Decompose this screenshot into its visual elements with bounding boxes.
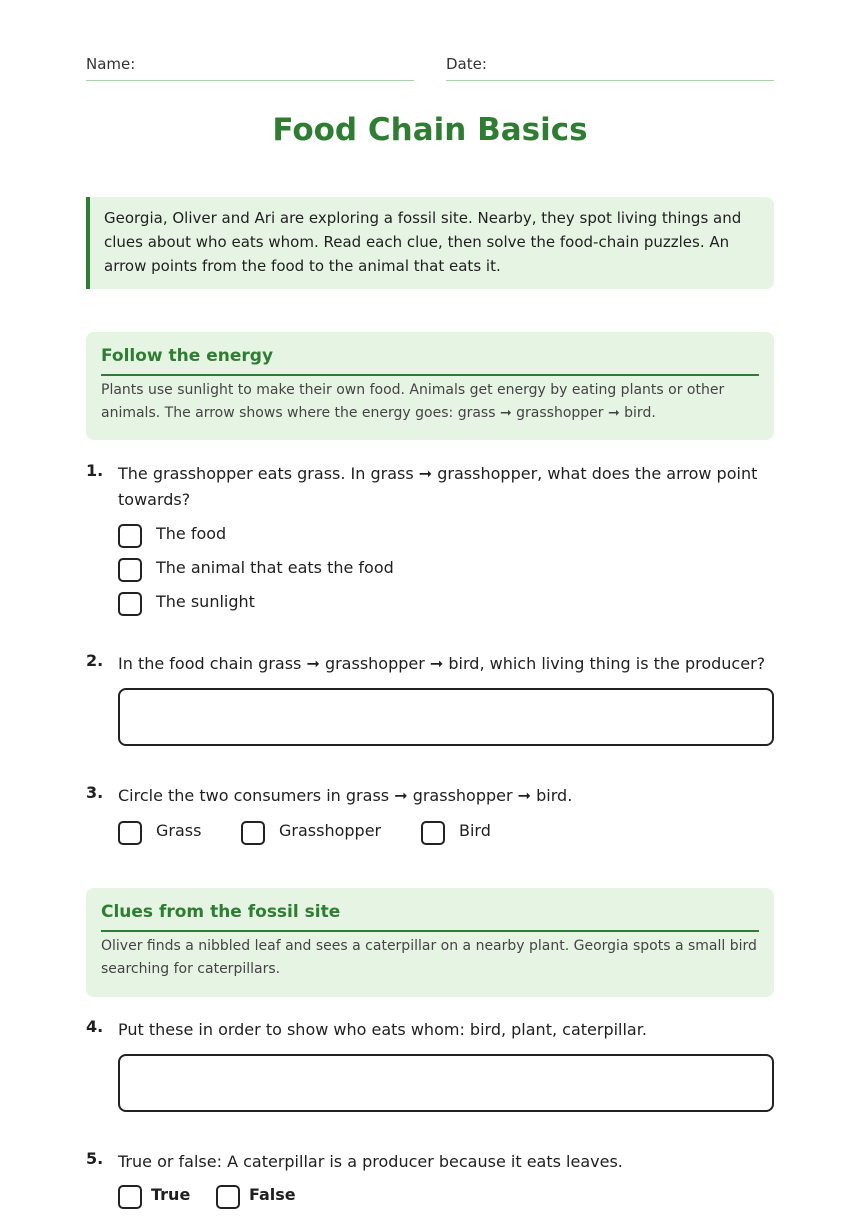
option-label: The food (156, 524, 227, 543)
checkbox[interactable] (118, 592, 142, 616)
date-field[interactable] (446, 54, 774, 81)
name-label: Name: (86, 55, 136, 73)
section-title: Clues from the fossil site (101, 888, 759, 932)
section-follow-the-energy (86, 332, 774, 440)
option-label: The animal that eats the food (156, 558, 394, 577)
question-text: Circle the two consumers in grass ➞ grasshopper ➞ bird. (118, 786, 573, 805)
checkbox[interactable] (118, 524, 142, 548)
page-title: Food Chain Basics (272, 112, 588, 148)
checkbox[interactable] (241, 821, 265, 845)
checkbox[interactable] (118, 1185, 142, 1209)
option-label: True (151, 1185, 191, 1204)
question-number: 3. (86, 783, 104, 802)
option-label: The sunlight (156, 592, 255, 611)
checkbox[interactable] (118, 821, 142, 845)
date-label: Date: (446, 55, 487, 73)
checkbox[interactable] (118, 558, 142, 582)
question-number: 1. (86, 461, 104, 480)
question-text: In the food chain grass ➞ grasshopper ➞ bird, which living thing is the producer? (118, 654, 766, 673)
name-field[interactable] (86, 54, 414, 81)
option-label: Grasshopper (279, 821, 382, 840)
header-fields (86, 54, 774, 80)
option-label: Grass (156, 821, 202, 840)
answer-box-q2[interactable] (118, 688, 774, 746)
checkbox[interactable] (216, 1185, 240, 1209)
question-number: 4. (86, 1017, 104, 1036)
option-label: False (249, 1185, 296, 1204)
question-text: True or false: A caterpillar is a producer because it eats leaves. (118, 1152, 623, 1171)
section-title: Follow the energy (101, 332, 759, 376)
answer-box-q4[interactable] (118, 1054, 774, 1112)
intro-panel: Georgia, Oliver and Ari are exploring a fossil site. Nearby, they spot living things and clues about who eats whom. Read each clue, then solve the food-chain puzzles. An arrow points from the food to the animal that eats it. (86, 197, 774, 289)
section-text: Oliver finds a nibbled leaf and sees a caterpillar on a nearby plant. Georgia spots a small bird searching for caterpillars. (101, 938, 757, 977)
checkbox[interactable] (421, 821, 445, 845)
question-text: Put these in order to show who eats whom: bird, plant, caterpillar. (118, 1020, 647, 1039)
option-label: Bird (459, 821, 491, 840)
question-number: 2. (86, 651, 104, 670)
question-text: The grasshopper eats grass. In grass ➞ grasshopper, what does the arrow point towards? (118, 464, 758, 509)
section-text: Plants use sunlight to make their own food. Animals get energy by eating plants or other animals. The arrow shows where the energy goes: grass ➞ grasshopper ➞ bird. (101, 382, 725, 421)
question-number: 5. (86, 1149, 104, 1168)
section-clues-from-fossil-site (86, 888, 774, 997)
